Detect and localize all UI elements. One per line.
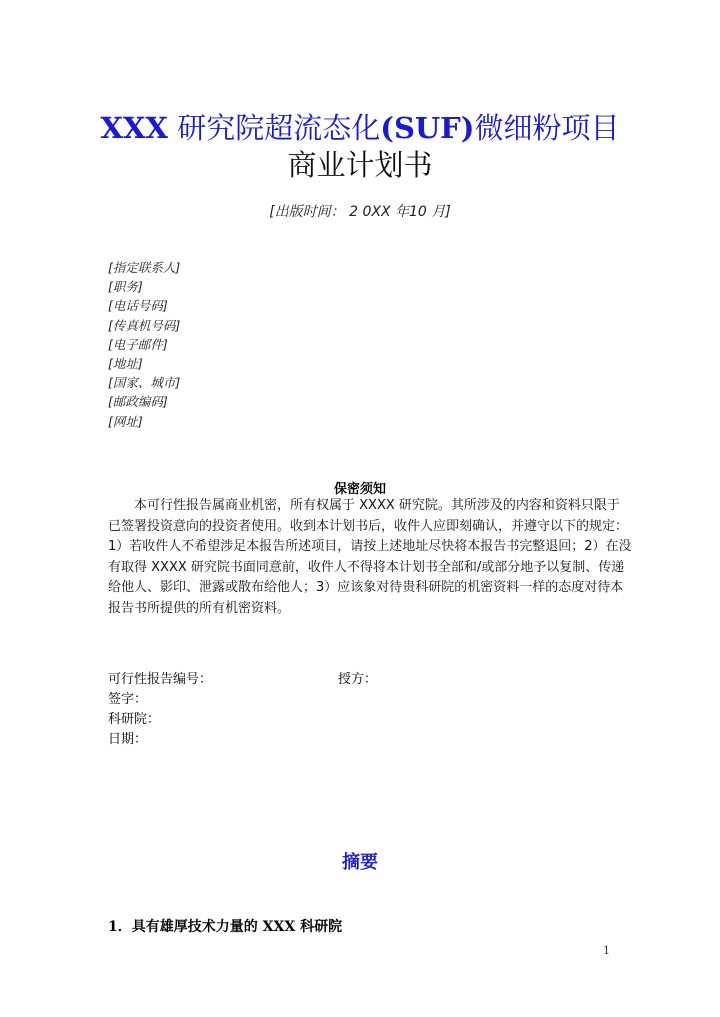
contact-field-postal-code: [邮政编码] — [108, 394, 168, 410]
date-label: 日期： — [108, 732, 148, 747]
title-abbr: (SUF) — [380, 111, 475, 145]
contact-field-phone: [电话号码] — [108, 298, 168, 314]
confidentiality-line: 有取得 XXXX 研究院书面同意前，收件人不得将本计划书全部和/或部分地予以复制、传递 — [108, 559, 625, 575]
contact-field-address: [地址] — [108, 355, 143, 371]
confidentiality-line: 本可行性报告属商业机密，所有权属于 XXXX 研究院。其所涉及的内容和资料只限于 — [134, 498, 620, 513]
document-title — [0, 106, 720, 147]
contact-field-website: [网址] — [108, 413, 143, 429]
signature-block — [108, 670, 508, 750]
title-suffix: 微细粉项目 — [474, 111, 620, 145]
sign-row-institute — [108, 710, 508, 730]
contact-field-position: [职务] — [108, 279, 143, 295]
abstract-title: 摘要 — [342, 852, 378, 873]
page-number: 1 — [603, 944, 610, 957]
document-subtitle: 商业计划书 — [287, 148, 433, 182]
sign-row-signature — [108, 690, 508, 710]
title-prefix: XXX — [100, 111, 168, 145]
grantor-label: 授方： — [338, 672, 378, 687]
confidentiality-line: 报告书所提供的所有机密资料。 — [108, 600, 291, 616]
title-middle: 研究院超流态化 — [168, 111, 381, 145]
confidentiality-body — [108, 496, 632, 619]
confidentiality-line: 给他人、影印、泄露或散布给他人；3）应该象对待贵科研院的机密资料一样的态度对待本 — [108, 580, 624, 595]
contact-fields — [108, 258, 180, 431]
contact-field-fax: [传真机号码] — [108, 317, 181, 333]
contact-field-country-city: [国家、城市] — [108, 375, 181, 391]
contact-field-contact-person: [指定联系人] — [108, 260, 181, 275]
section-heading-1: 1．具有雄厚技术力量的 XXX 科研院 — [108, 919, 343, 935]
publication-date: [出版时间： 2 0XX 年10 月] — [269, 204, 451, 220]
confidentiality-line: 1）若收件人不希望涉足本报告所述项目，请按上述地址尽快将本报告书完整退回；2）在没 — [108, 539, 632, 554]
signature-label: 签字： — [108, 692, 148, 707]
confidentiality-title: 保密须知 — [333, 482, 386, 497]
contact-field-email: [电子邮件] — [108, 336, 168, 352]
sign-row-date — [108, 730, 508, 750]
report-number-label: 可行性报告编号： — [108, 672, 213, 687]
sign-row-report-number — [108, 670, 508, 690]
institute-label: 科研院： — [108, 712, 161, 727]
confidentiality-line: 已签署投资意向的投资者使用。收到本计划书后，收件人应即刻确认，并遵守以下的规定： — [108, 518, 629, 534]
